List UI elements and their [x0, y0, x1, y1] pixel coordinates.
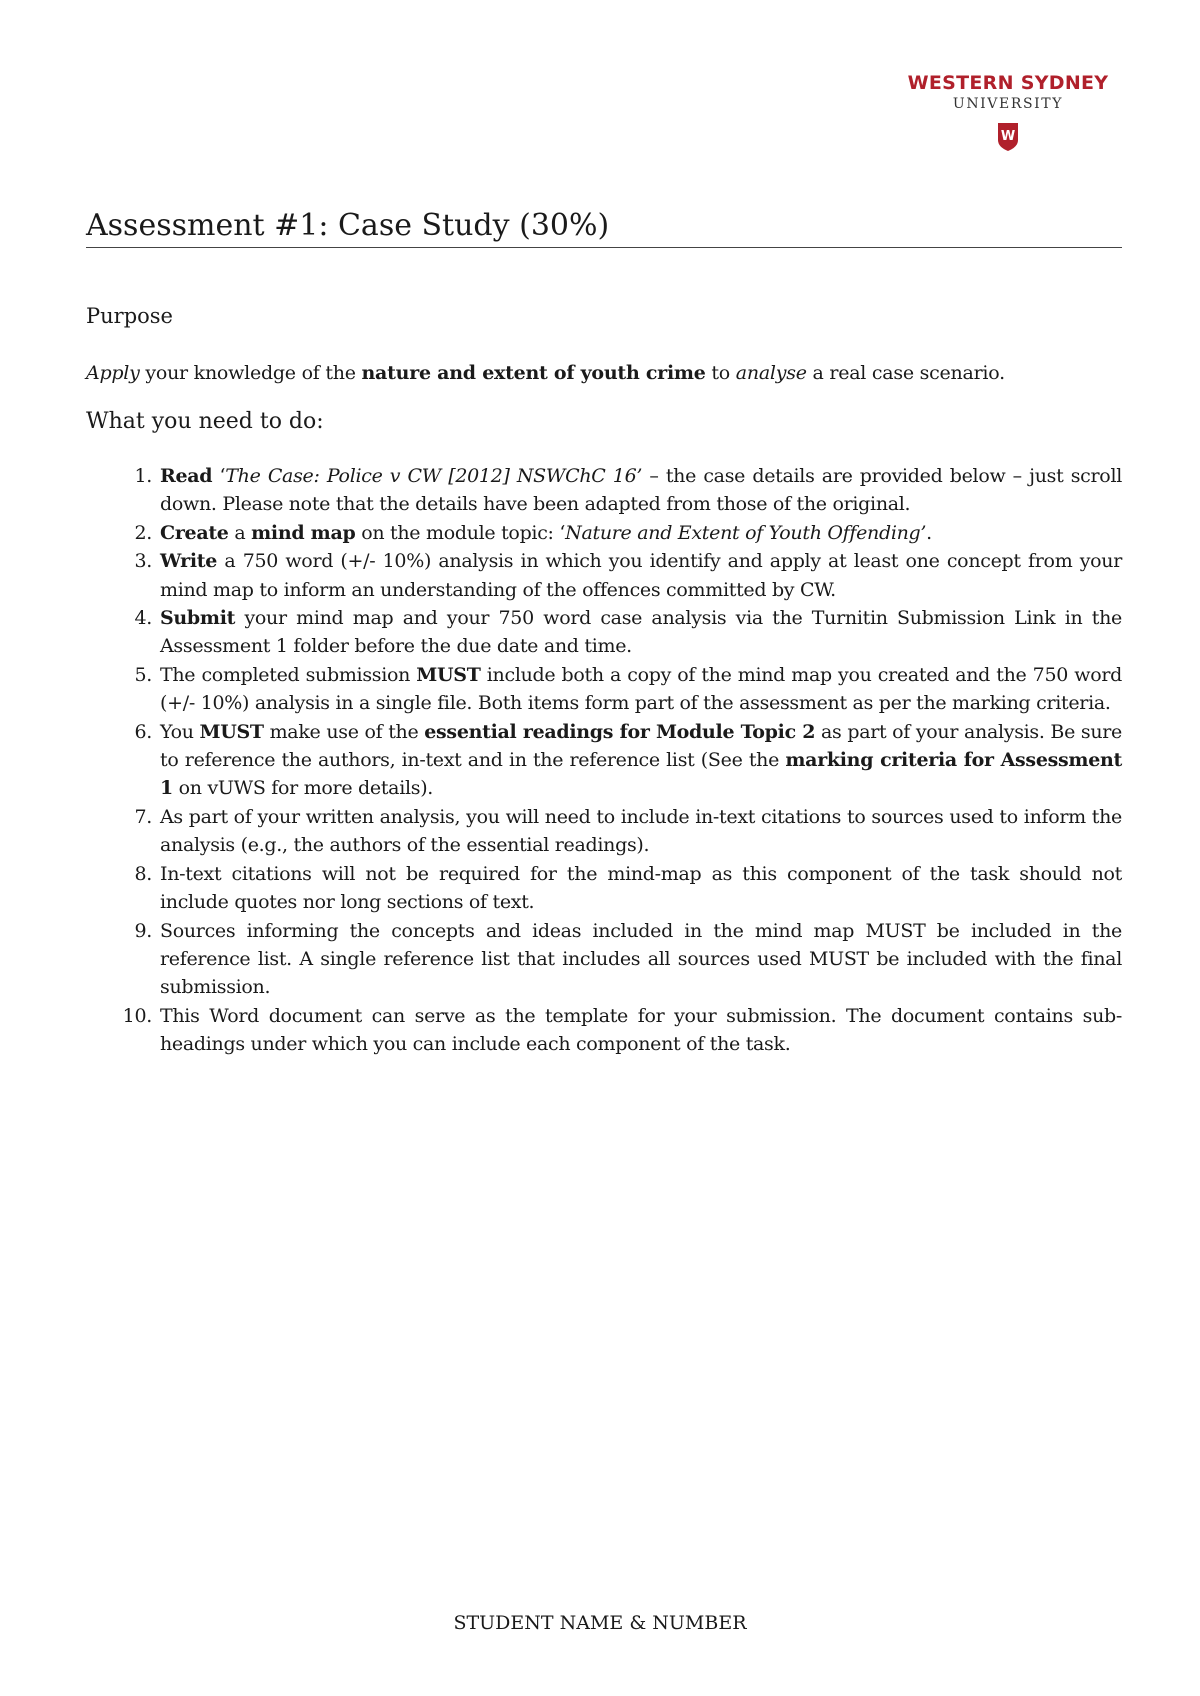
item-number: 4.	[134, 607, 152, 630]
module-topic: Nature and Extent of Youth Offending’	[565, 521, 927, 544]
shield-icon	[997, 122, 1019, 152]
item-keyword: MUST	[416, 663, 481, 686]
item-keyword: Read	[160, 465, 213, 487]
purpose-verb-apply: Apply	[86, 362, 140, 384]
item-number: 8.	[134, 862, 152, 885]
item-number: 10.	[122, 1004, 152, 1027]
instruction-item-9	[86, 917, 1122, 1002]
item-text: include both a copy of the mind map you created and the 750 word (+/- 10%) analysis in a single file. Both items form part of the assessment as per the marking criteria.	[160, 663, 1122, 715]
item-number: 1.	[134, 465, 152, 487]
instruction-item-2	[86, 519, 1122, 547]
item-text: on the module topic: ‘	[355, 521, 566, 544]
item-keyword: essential readings for Module Topic 2	[424, 720, 816, 743]
item-number: 7.	[134, 805, 152, 828]
case-citation: The Case: Police v CW [2012] NSWChC 16’	[225, 465, 643, 487]
item-text: – the case details are provided below – just scroll down. Please note that the details have been adapted from those of the original.	[160, 465, 1122, 516]
university-logo	[898, 72, 1118, 152]
purpose-emphasis: nature and extent of youth crime	[361, 362, 706, 384]
item-number: 5.	[134, 663, 152, 686]
item-keyword: Write	[160, 550, 218, 573]
item-text: .	[926, 521, 932, 544]
instruction-item-7	[86, 803, 1122, 860]
item-number: 6.	[134, 720, 152, 743]
item-number: 2.	[134, 521, 152, 544]
logo-wordmark-top: WESTERN SYDNEY	[907, 72, 1109, 94]
item-text: a 750 word (+/- 10%) analysis in which you identify and apply at least one concept from your mind map to inform an understanding of the offences committed by CW.	[160, 550, 1122, 601]
item-keyword: mind map	[251, 521, 356, 544]
item-text: your mind map and your 750 word case analysis via the Turnitin Submission Link in the Assessment 1 folder before the due date and time.	[160, 607, 1122, 658]
purpose-text-run: your knowledge of the	[139, 362, 362, 384]
item-text: Sources informing the concepts and ideas included in the mind map MUST be included in the reference list. A single reference list that includes all sources used MUST be included with the final submission.	[160, 919, 1122, 999]
item-number: 9.	[134, 919, 152, 942]
item-number: 3.	[134, 550, 152, 573]
item-keyword: Create	[160, 521, 229, 544]
item-text: ‘	[212, 465, 226, 487]
item-text: In-text citations will not be required for the mind-map as this component of the task should not include quotes nor long sections of text.	[160, 862, 1122, 914]
purpose-text-run: a real case scenario.	[806, 362, 1005, 384]
item-text: on vUWS for more details).	[172, 777, 434, 800]
instruction-item-1	[86, 462, 1122, 519]
item-text: make use of the	[263, 720, 425, 743]
instruction-item-3	[86, 547, 1122, 604]
instructions-list	[86, 462, 1122, 1059]
item-text: a	[228, 521, 252, 544]
instruction-item-5	[86, 661, 1122, 718]
purpose-heading: Purpose	[86, 304, 173, 328]
page-title: Assessment #1: Case Study (30%)	[86, 208, 1122, 248]
item-keyword: Submit	[160, 607, 236, 630]
item-text: This Word document can serve as the template for your submission. The document contains sub-headings under which you can include each component of the task.	[160, 1004, 1122, 1056]
item-text: The completed submission	[160, 663, 417, 686]
logo-wordmark-bottom: UNIVERSITY	[952, 96, 1064, 112]
item-keyword: MUST	[199, 720, 264, 743]
page-footer: STUDENT NAME & NUMBER	[453, 1612, 747, 1634]
item-text: As part of your written analysis, you will need to include in-text citations to sources used to inform the analysis (e.g., the authors of the essential readings).	[160, 805, 1122, 857]
instruction-item-8	[86, 860, 1122, 917]
item-keyword: marking criteria for Assessment 1	[160, 749, 1122, 800]
purpose-paragraph	[86, 362, 1126, 384]
instruction-item-6	[86, 718, 1122, 803]
instruction-item-10	[86, 1002, 1122, 1059]
instruction-item-4	[86, 604, 1122, 661]
shield-letter: W	[1000, 129, 1016, 144]
instructions-heading: What you need to do:	[86, 409, 324, 434]
item-text: You	[160, 720, 200, 743]
purpose-text-run: to	[705, 362, 736, 384]
item-text: as part of your analysis. Be sure to reference the authors, in-text and in the reference list (See the	[160, 720, 1122, 772]
purpose-verb-analyse: analyse	[735, 362, 807, 384]
